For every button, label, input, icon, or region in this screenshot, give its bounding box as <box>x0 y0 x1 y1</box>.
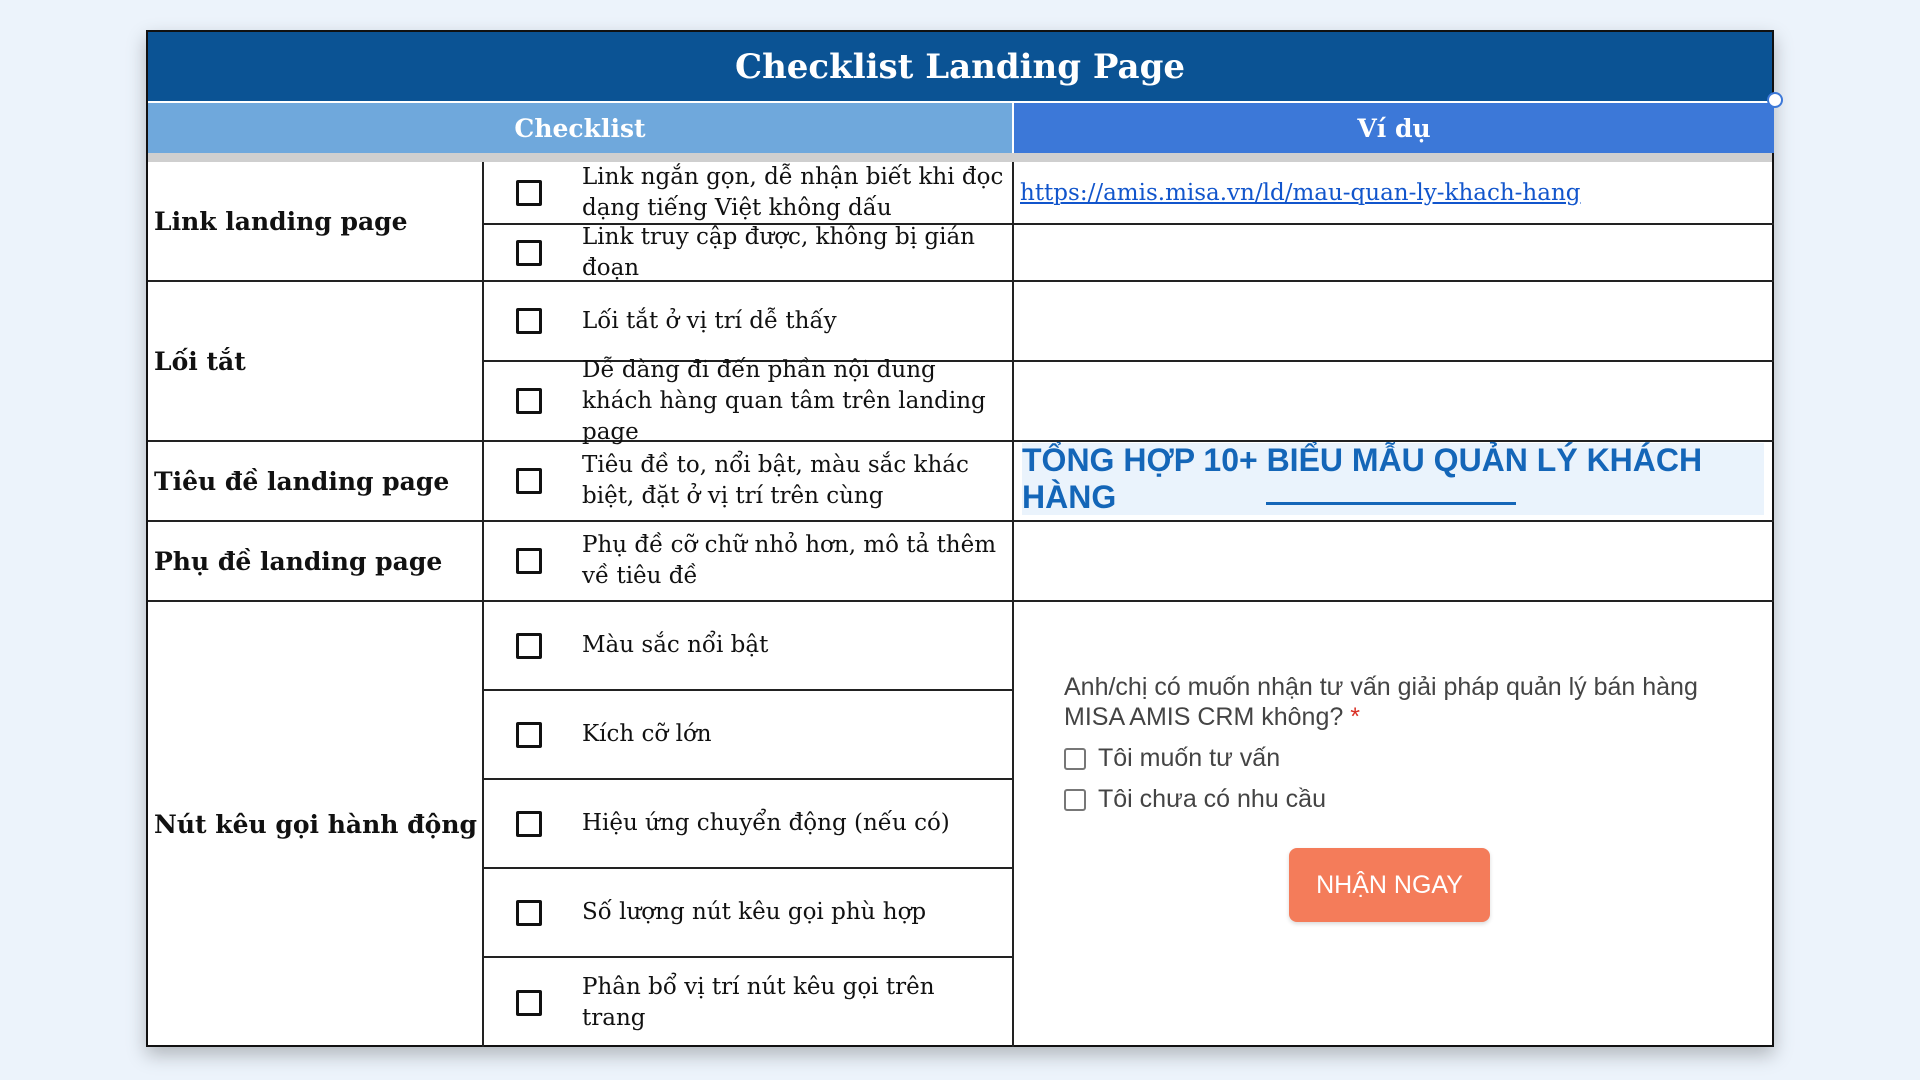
checklist-item <box>484 869 1014 956</box>
checklist-item-label: Hiệu ứng chuyển động (nếu có) <box>582 810 950 836</box>
checkbox[interactable] <box>516 468 542 494</box>
category-headline: Tiêu đề landing page <box>154 466 450 496</box>
checkbox[interactable] <box>516 308 542 334</box>
checklist-item <box>484 225 1014 280</box>
checkbox[interactable] <box>516 811 542 837</box>
checklist-item-label: Màu sắc nổi bật <box>582 632 769 658</box>
checkbox[interactable] <box>516 240 542 266</box>
category-link: Link landing page <box>154 206 408 236</box>
form-option[interactable] <box>1064 744 1744 773</box>
checklist-item <box>484 602 1014 689</box>
checklist-item-label: Phụ đề cỡ chữ nhỏ hơn, mô tả thêm về tiêu đề <box>582 532 997 589</box>
checklist-item-label: Link truy cập được, không bị gián đoạn <box>582 223 975 281</box>
category-subheadline: Phụ đề landing page <box>154 546 443 576</box>
header-example: Ví dụ <box>1014 103 1774 153</box>
form-option-label: Tôi chưa có nhu cầu <box>1098 785 1326 813</box>
checklist-item-label: Lối tắt ở vị trí dễ thấy <box>582 307 837 334</box>
checklist-item <box>484 356 1014 445</box>
checklist-item <box>484 522 1014 600</box>
banner-underline <box>1266 502 1516 505</box>
required-mark: * <box>1350 703 1360 731</box>
cta-button[interactable]: NHẬN NGAY <box>1289 848 1490 922</box>
checklist-item-label: Tiêu đề to, nổi bật, màu sắc khác biệt, đặt ở vị trí trên cùng <box>582 452 969 509</box>
checkbox[interactable] <box>516 722 542 748</box>
headline-banner-text: TỔNG HỢP 10+ BIỂU MẪU QUẢN LÝ KHÁCH HÀNG <box>1022 442 1703 515</box>
checkbox[interactable] <box>516 180 542 206</box>
headline-banner <box>1022 443 1764 515</box>
checkbox[interactable] <box>516 633 542 659</box>
form-option-label: Tôi muốn tư vấn <box>1098 744 1281 772</box>
checklist-item <box>484 691 1014 778</box>
resize-handle[interactable] <box>1767 92 1783 108</box>
checklist-table <box>146 30 1774 1047</box>
form-option[interactable] <box>1064 785 1744 814</box>
category-cta: Nút kêu gọi hành động <box>154 810 477 839</box>
checklist-item <box>484 162 1014 223</box>
checklist-item-label: Dễ dàng đi đến phần nội dung khách hàng quan tâm trên landing page <box>582 356 986 445</box>
table-title: Checklist Landing Page <box>148 32 1772 101</box>
form-checkbox[interactable] <box>1064 748 1086 770</box>
checkbox[interactable] <box>516 388 542 414</box>
checkbox[interactable] <box>516 990 542 1016</box>
checklist-item-label: Số lượng nút kêu gọi phù hợp <box>582 899 927 925</box>
checklist-item <box>484 958 1014 1047</box>
sample-form <box>1064 672 1744 814</box>
example-cell <box>1014 162 1774 223</box>
category-shortcut: Lối tắt <box>154 346 246 376</box>
checkbox[interactable] <box>516 548 542 574</box>
form-question: Anh/chị có muốn nhận tư vấn giải pháp quản lý bán hàng MISA AMIS CRM không? * <box>1064 673 1698 731</box>
header-checklist: Checklist <box>148 103 1012 153</box>
checkbox[interactable] <box>516 900 542 926</box>
checklist-item <box>484 442 1014 520</box>
checklist-item-label: Link ngắn gọn, dễ nhận biết khi đọc dạng tiếng Việt không dấu <box>582 163 1004 221</box>
checklist-item-label: Kích cỡ lớn <box>582 721 712 747</box>
form-checkbox[interactable] <box>1064 789 1086 811</box>
example-link[interactable]: https://amis.misa.vn/ld/mau-quan-ly-khach-hang <box>1020 179 1581 206</box>
checklist-item-label: Phân bổ vị trí nút kêu gọi trên trang <box>582 973 935 1031</box>
checklist-item <box>484 780 1014 867</box>
checklist-item <box>484 282 1014 360</box>
